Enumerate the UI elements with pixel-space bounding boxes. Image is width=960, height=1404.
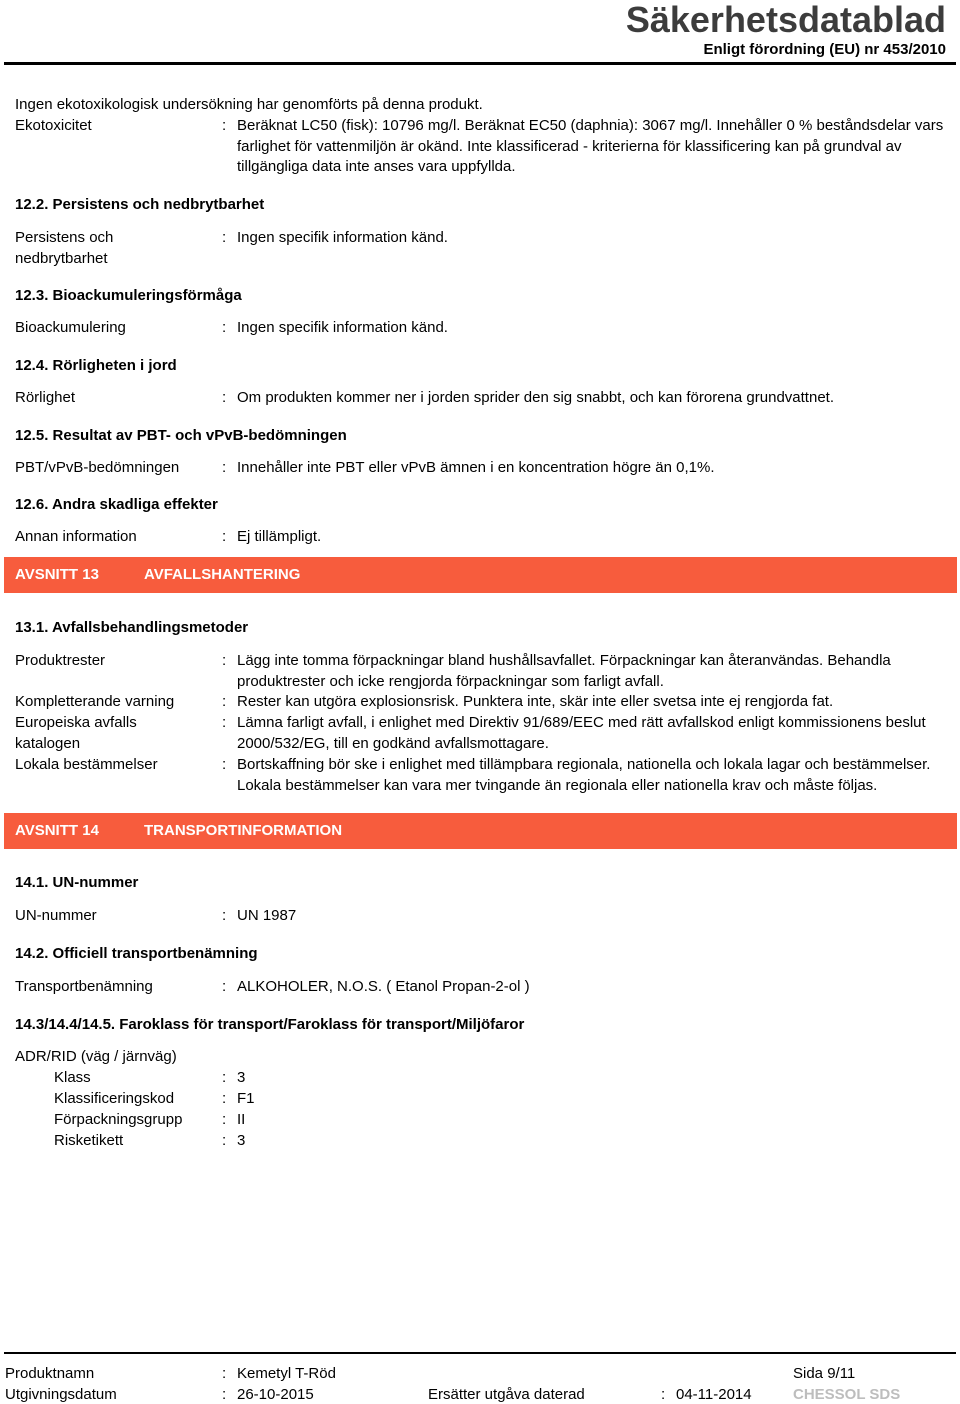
subsection-heading-12-3: 12.3. Bioackumuleringsförmåga [15, 286, 242, 304]
section-number: AVSNITT 13 [15, 565, 99, 583]
issue-date-value: 26-10-2015 [237, 1386, 314, 1403]
field-separator: : [222, 116, 227, 134]
field-label: Lokala bestämmelser [15, 755, 158, 773]
subsection-heading-14-3: 14.3/14.4/14.5. Faroklass för transport/Faroklass för transport/Miljöfaror [15, 1015, 525, 1033]
field-label: Ekotoxicitet [15, 116, 92, 134]
field-value: F1 [237, 1089, 255, 1107]
section-title: TRANSPORTINFORMATION [144, 822, 343, 840]
adr-row [15, 1110, 950, 1131]
intro-text: Ingen ekotoxikologisk undersökning har genomförts på denna produkt. [15, 96, 483, 113]
issue-date-label: Utgivningsdatum [5, 1386, 117, 1403]
waste-row [15, 651, 950, 693]
subsection-heading-12-6: 12.6. Andra skadliga effekter [15, 496, 218, 514]
other-info-row [15, 527, 950, 548]
field-label: Transportbenämning [15, 977, 153, 995]
field-separator: : [222, 977, 227, 995]
field-label: Produktrester [15, 651, 106, 669]
waste-row [15, 692, 950, 713]
persistence-row [15, 228, 950, 270]
product-name-value: Kemetyl T-Röd [237, 1365, 336, 1382]
pbt-row [15, 458, 950, 479]
field-value: UN 1987 [237, 907, 297, 925]
adr-row [15, 1089, 950, 1110]
adr-rid-label: ADR/RID (väg / järnväg) [15, 1048, 177, 1066]
field-separator: : [661, 1386, 666, 1403]
field-separator: : [222, 714, 227, 732]
field-value: Om produkten kommer ner i jorden sprider den sig snabbt, och kan förorena grundvattnet. [237, 388, 834, 406]
field-label: PBT/vPvB-bedömningen [15, 458, 180, 476]
field-value: Beräknat LC50 (fisk): 10796 mg/l. Beräknat EC50 (daphnia): 3067 mg/l. Innehåller 0 % beståndsdelar vars farlighet för vattenmiljön är okänd. Inte klassificerad - kriterierna för klassificering kan på grundval av tillgängliga data inte anses vara uppfyllda. [237, 116, 944, 176]
header-divider [4, 62, 956, 65]
waste-row [15, 755, 950, 797]
field-separator: : [222, 693, 227, 711]
field-value: Lägg inte tomma förpackningar bland hushållsavfallet. Förpackningar kan återanvändas. Behandla produktrester och icke rengjorda förpackningar som farligt avfall. [237, 651, 891, 690]
field-separator: : [222, 1110, 227, 1128]
field-value: 3 [237, 1131, 246, 1149]
bioaccumulation-row [15, 318, 950, 339]
field-value: 3 [237, 1069, 246, 1087]
subsection-heading-12-2: 12.2. Persistens och nedbrytbarhet [15, 196, 265, 214]
field-value: Rester kan utgöra explosionsrisk. Punktera inte, skär inte eller svetsa inte ej rengjorda fat. [237, 693, 834, 711]
footer-product-row [5, 1363, 950, 1384]
footer-divider [4, 1352, 956, 1354]
field-separator: : [222, 755, 227, 773]
un-number-row [15, 906, 950, 927]
field-value: Bortskaffning bör ske i enlighet med tillämpbara regionala, nationella och lokala lagar och bestämmelser. Lokala bestämmelser kan vara mer tvingande än regionala eller nationella krav och måste följas. [237, 755, 931, 794]
field-label: Klassificeringskod [54, 1089, 175, 1107]
section-bar-13 [4, 557, 957, 593]
adr-rid-list [15, 1068, 950, 1151]
waste-methods-list [15, 651, 950, 797]
field-label: Rörlighet [15, 388, 76, 406]
ecotoxicity-row [15, 116, 950, 178]
field-separator: : [222, 907, 227, 925]
document-footer [5, 1363, 950, 1404]
field-separator: : [222, 651, 227, 669]
section-title: AVFALLSHANTERING [144, 565, 301, 583]
field-separator: : [222, 1131, 227, 1149]
subsection-heading-12-5: 12.5. Resultat av PBT- och vPvB-bedömningen [15, 426, 347, 444]
section-number: AVSNITT 14 [15, 822, 99, 840]
field-value: Ej tillämpligt. [237, 528, 322, 546]
document-header [626, 0, 946, 60]
section-bar-14 [4, 813, 957, 849]
mobility-row [15, 388, 950, 409]
adr-row [15, 1131, 950, 1152]
field-separator: : [222, 1365, 227, 1382]
field-separator: : [222, 528, 227, 546]
transport-name-row [15, 977, 950, 998]
page-number: Sida 9/11 [793, 1365, 856, 1382]
waste-row [15, 713, 950, 755]
product-name-label: Produktnamn [5, 1365, 95, 1382]
field-value: Ingen specifik information känd. [237, 319, 448, 337]
field-value: II [237, 1110, 246, 1128]
subsection-heading-13-1: 13.1. Avfallsbehandlingsmetoder [15, 618, 249, 636]
field-label: Annan information [15, 528, 137, 546]
field-separator: : [222, 1089, 227, 1107]
field-separator: : [222, 388, 227, 406]
field-value: Innehåller inte PBT eller vPvB ämnen i en koncentration högre än 0,1%. [237, 458, 715, 476]
field-value: Ingen specifik information känd. [237, 228, 448, 246]
field-label: Bioackumulering [15, 319, 126, 337]
field-label: Risketikett [54, 1131, 124, 1149]
document-title: Säkerhetsdatablad [625, 0, 946, 40]
subsection-heading-14-2: 14.2. Officiell transportbenämning [15, 944, 258, 962]
adr-row [15, 1068, 950, 1089]
field-separator: : [222, 1386, 227, 1403]
field-label: Persistens och nedbrytbarhet [15, 228, 114, 267]
field-separator: : [222, 319, 227, 337]
field-separator: : [222, 1069, 227, 1087]
field-value: ALKOHOLER, N.O.S. ( Etanol Propan-2-ol ) [237, 977, 530, 995]
replaces-date-value: 04-11-2014 [676, 1386, 752, 1403]
replaces-label: Ersätter utgåva daterad [428, 1386, 585, 1403]
brand-logo-text: CHESSOL SDS [793, 1386, 901, 1403]
field-value: Lämna farligt avfall, i enlighet med Direktiv 91/689/EEC med rätt avfallskod enligt kommissionens beslut 2000/532/EG, till en godkänd avfallsmottagare. [237, 714, 926, 752]
field-label: Europeiska avfalls katalogen [15, 714, 137, 752]
field-label: UN-nummer [15, 907, 97, 925]
field-label: Kompletterande varning [15, 693, 175, 711]
field-label: Klass [54, 1069, 91, 1087]
field-separator: : [222, 458, 227, 476]
field-label: Förpackningsgrupp [54, 1110, 183, 1128]
subsection-heading-12-4: 12.4. Rörligheten i jord [15, 357, 177, 375]
footer-date-row [5, 1384, 950, 1404]
document-body [15, 95, 950, 1151]
document-subtitle: Enligt förordning (EU) nr 453/2010 [703, 41, 946, 58]
field-separator: : [222, 228, 227, 246]
subsection-heading-14-1: 14.1. UN-nummer [15, 874, 139, 892]
